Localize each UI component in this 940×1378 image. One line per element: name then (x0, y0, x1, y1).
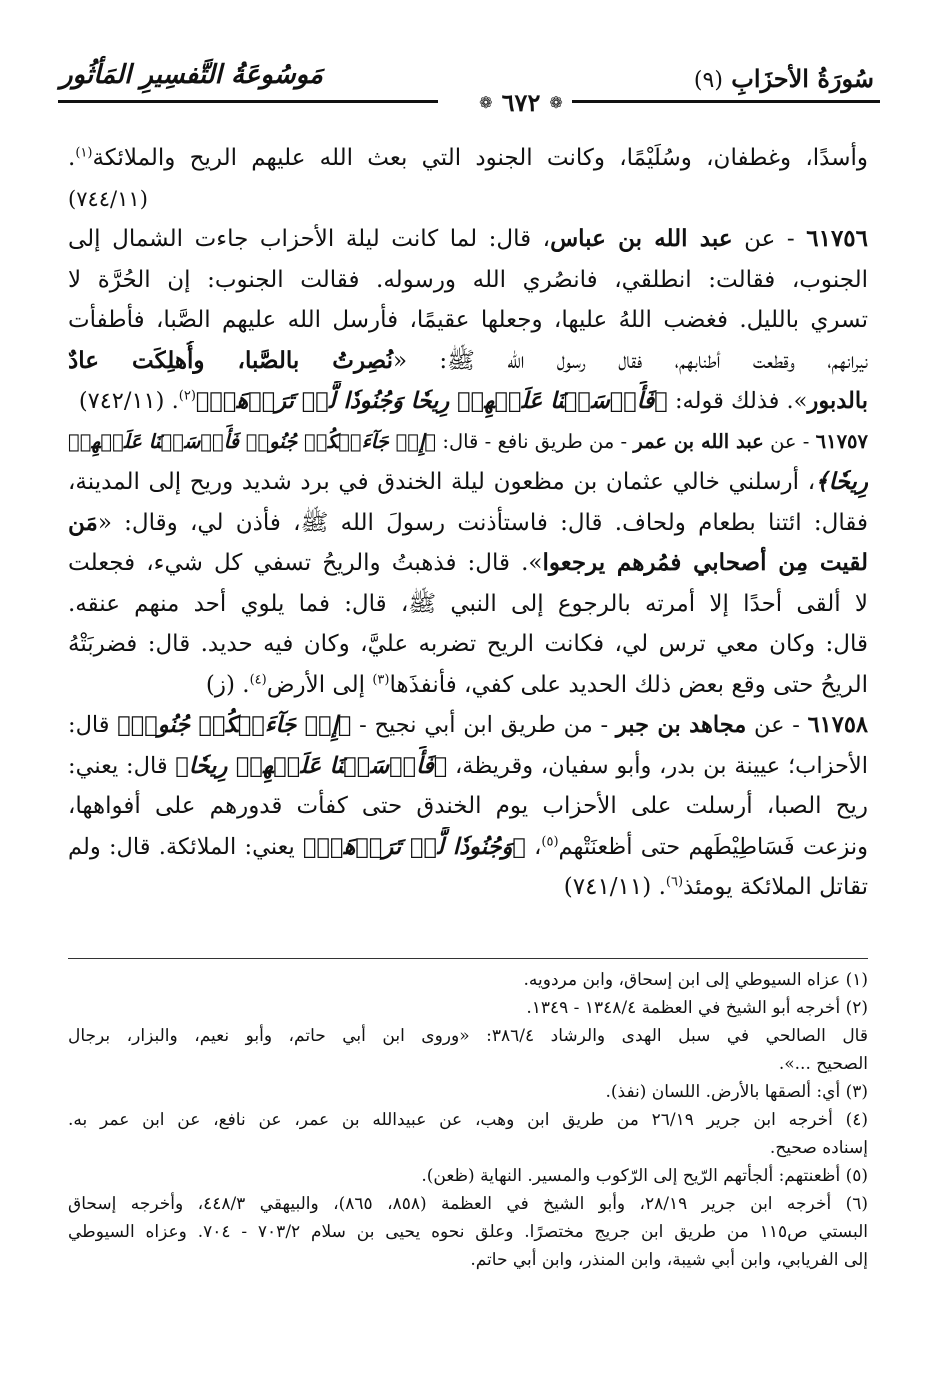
hadith-text: لقيت مِن أصحابي فمُرهم يرجعوا (542, 549, 868, 576)
text-line: وأسدًا، وغطفان، وسُلَيْمًا، وكانت الجنود التي بعث الله عليهم الريح والملائكة$^{(١)}$. (68, 145, 868, 171)
reference: (٧٤٤/١١) (68, 186, 148, 211)
footnote: قال الصالحي في سبل الهدى والرشاد ٣٨٦/٤: «وروى ابن أبي حاتم، وأبو نعيم، والبزار، برجال (68, 1026, 868, 1046)
sura-number: (٩) (693, 68, 723, 93)
text-line: ٦١٧٥٨ - عن مجاهد بن جبر - من طريق ابن أبي نجيح - ﴿إِذۡ جَآءَتۡكُمۡ جُنُودٞ﴾ قال: (68, 712, 868, 738)
text-line: ٦١٧٥٦ - عن عبد الله بن عباس، قال: لما كانت ليلة الأحزاب جاءت الشمال إلى (68, 225, 868, 252)
footnote: البستي ص١١٥ من طريق ابن جريج مختصرًا. وعلق نحوه يحيى بن سلام ٧٠٣/٢ - ٧٠٤. وعزاه السيوطي (68, 1222, 868, 1242)
entry-number: ٦١٧٥٨ (807, 712, 868, 738)
text-line: لا ألقى أحدًا إلا أمرته بالرجوع إلى النبي ﷺ، قال: فما يلوي أحد منهم عنقه. (68, 590, 868, 617)
entry-number: ٦١٧٥٦ (806, 225, 868, 252)
main-text (68, 138, 868, 908)
text-line: بالدبور». فذلك قوله: ﴿فَأَرۡسَلۡنَا عَلَيۡهِمۡ رِيحٗا وَجُنُودٗا لَّمۡ تَرَوۡهَاۚ﴾$^{(٢)}$. (٧٤٢/١١) (78, 388, 868, 414)
footnote: إلى الفريابي، وابن أبي شيبة، وابن المنذر، وابن أبي حاتم. (470, 1250, 868, 1270)
quran-verse: رِيحٗا﴾ (815, 468, 868, 495)
page-number: ٦٧٢ (501, 88, 541, 117)
text-line: ريح الصبا، أرسلت على الأحزاب يوم الخندق حتى كفأت قدورهم على أفواهها، (68, 793, 868, 819)
footnote: (٣) أي: ألصقها بالأرض. اللسان (نفذ). (605, 1082, 868, 1102)
book-title: مَوسُوعَةُ التَّفسِيرِ المَأثُور (60, 60, 323, 90)
text-line (68, 179, 868, 220)
footnote: (٢) أخرجه أبو الشيخ في العظمة ١٣٤٨/٤ - ١٣٤٩. (526, 998, 868, 1018)
quran-verse: ﴿وَجُنُودٗا لَّمۡ تَرَوۡهَاۚ﴾ (303, 833, 526, 860)
footnote: الصحيح ...». (778, 1054, 868, 1074)
text-line: ٦١٧٥٧ - عن عبد الله بن عمر - من طريق نافع - قال: ﴿إِذۡ جَآءَتۡكُمۡ جُنُودٞ فَأَرۡسَلۡنَا عَلَيۡهِمۡ (68, 429, 868, 453)
header-rule-right (572, 100, 880, 103)
entry-61758 (68, 705, 868, 908)
entry-61756 (68, 219, 868, 422)
quran-verse: ﴿فَأَرۡسَلۡنَا عَلَيۡهِمۡ رِيحٗا﴾ (175, 752, 448, 779)
quran-verse: ﴿فَأَرۡسَلۡنَا عَلَيۡهِمۡ رِيحٗا وَجُنُودٗا لَّمۡ تَرَوۡهَاۚ﴾ (195, 388, 668, 414)
footnotes (68, 966, 868, 1274)
text-line: نيرانهم، وقطعت أطنابهم، فقال رسول الله ﷺ: «نُصِرتُ بالصَّبا، وأُهلِكَت عادٌ (68, 346, 868, 374)
ornament-icon: ❁ (479, 93, 493, 112)
footnote: (٥) أظعنتهم: ألجأتهم الرّيح إلى الرّكوب والمسير. النهاية (ظعن). (421, 1166, 868, 1186)
narrator-name: مجاهد بن جبر (615, 712, 747, 738)
text-line: رِيحٗا﴾، أرسلني خالي عثمان بن مظعون ليلة الخندق في برد شديد وريح إلى المدينة، (68, 468, 868, 495)
entry-61757 (68, 422, 868, 706)
footnote-separator (68, 958, 868, 959)
footnote: إسناده صحيح. (769, 1138, 868, 1158)
text-line: لقيت مِن أصحابي فمُرهم يرجعوا». قال: فذهبتُ والريحُ تسفي كل شيء، فجعلت (68, 549, 868, 576)
text-line: تسري بالليل. فغضب اللهُ عليها، وجعلها عقيمًا، فأرسل الله عليهم الصَّبا، فأطفأت (68, 307, 868, 333)
text-line: الجنوب، فقالت: انطلقي، فانصُري الله ورسوله. فقالت الجنوب: إن الحُرَّة لا (68, 266, 868, 293)
footnote: (٦) أخرجه ابن جرير ٢٨/١٩، وأبو الشيخ في العظمة (٨٥٨، ٨٦٥)، والبيهقي ٤٤٨/٣، وأخرجه إسحاق (68, 1194, 868, 1214)
page-number-block (456, 88, 586, 116)
sura-title (694, 64, 874, 93)
text-line: قال: وكان معي ترس لي، فكانت الريح تضربه عليَّ، وكان فيه حديد. قال: فضربَتْهُ (68, 631, 868, 657)
quran-verse: ﴿إِذۡ جَآءَتۡكُمۡ جُنُودٞ﴾ (117, 712, 352, 738)
ornament-icon: ❁ (549, 93, 563, 112)
footnote: (١) عزاه السيوطي إلى ابن إسحاق، وابن مردويه. (523, 970, 868, 990)
quran-verse: ﴿إِذۡ جَآءَتۡكُمۡ جُنُودٞ فَأَرۡسَلۡنَا عَلَيۡهِمۡ (68, 429, 437, 453)
text-line: ونزعت فَسَاطِيْطَهم حتى أظعنَتْهم$^{(٥)}$، ﴿وَجُنُودٗا لَّمۡ تَرَوۡهَاۚ﴾ يعني: الملائكة. قال: ولم (68, 833, 868, 860)
hadith-text: نُصِرتُ بالصَّبا، وأُهلِكَت عادٌ (68, 346, 393, 374)
text-line: الريحُ حتى وقع بعض ذلك الحديد على كفي، فأنفذَها$^{(٣)}$ إلى الأرض$^{(٤)}$. (ز) (205, 671, 868, 698)
page-header (58, 56, 880, 117)
text-line: تقاتل الملائكة يومئذ$^{(٦)}$. (٧٤١/١١) (563, 874, 868, 900)
narrator-name: عبد الله بن عمر (633, 429, 764, 453)
narrator-name: عبد الله بن عباس (550, 225, 733, 252)
entry-number: ٦١٧٥٧ (815, 429, 868, 453)
sura-name: سُورَةُ الأحزَابِ (731, 64, 874, 93)
text-line: الأحزاب؛ عيينة بن بدر، وأبو سفيان، وقريظة، ﴿فَأَرۡسَلۡنَا عَلَيۡهِمۡ رِيحٗا﴾ قال: يعني: (68, 752, 868, 779)
footnote: (٤) أخرجه ابن جرير ٢٦/١٩ من طريق ابن وهب، عن عبيدالله بن عمر، عن نافع، عن ابن عمر به. (68, 1110, 868, 1130)
text-line: فقال: ائتنا بطعام ولحاف. قال: فاستأذنت رسولَ الله ﷺ، فأذن لي، وقال: «مَن (68, 508, 868, 536)
header-rule-left (58, 100, 438, 103)
